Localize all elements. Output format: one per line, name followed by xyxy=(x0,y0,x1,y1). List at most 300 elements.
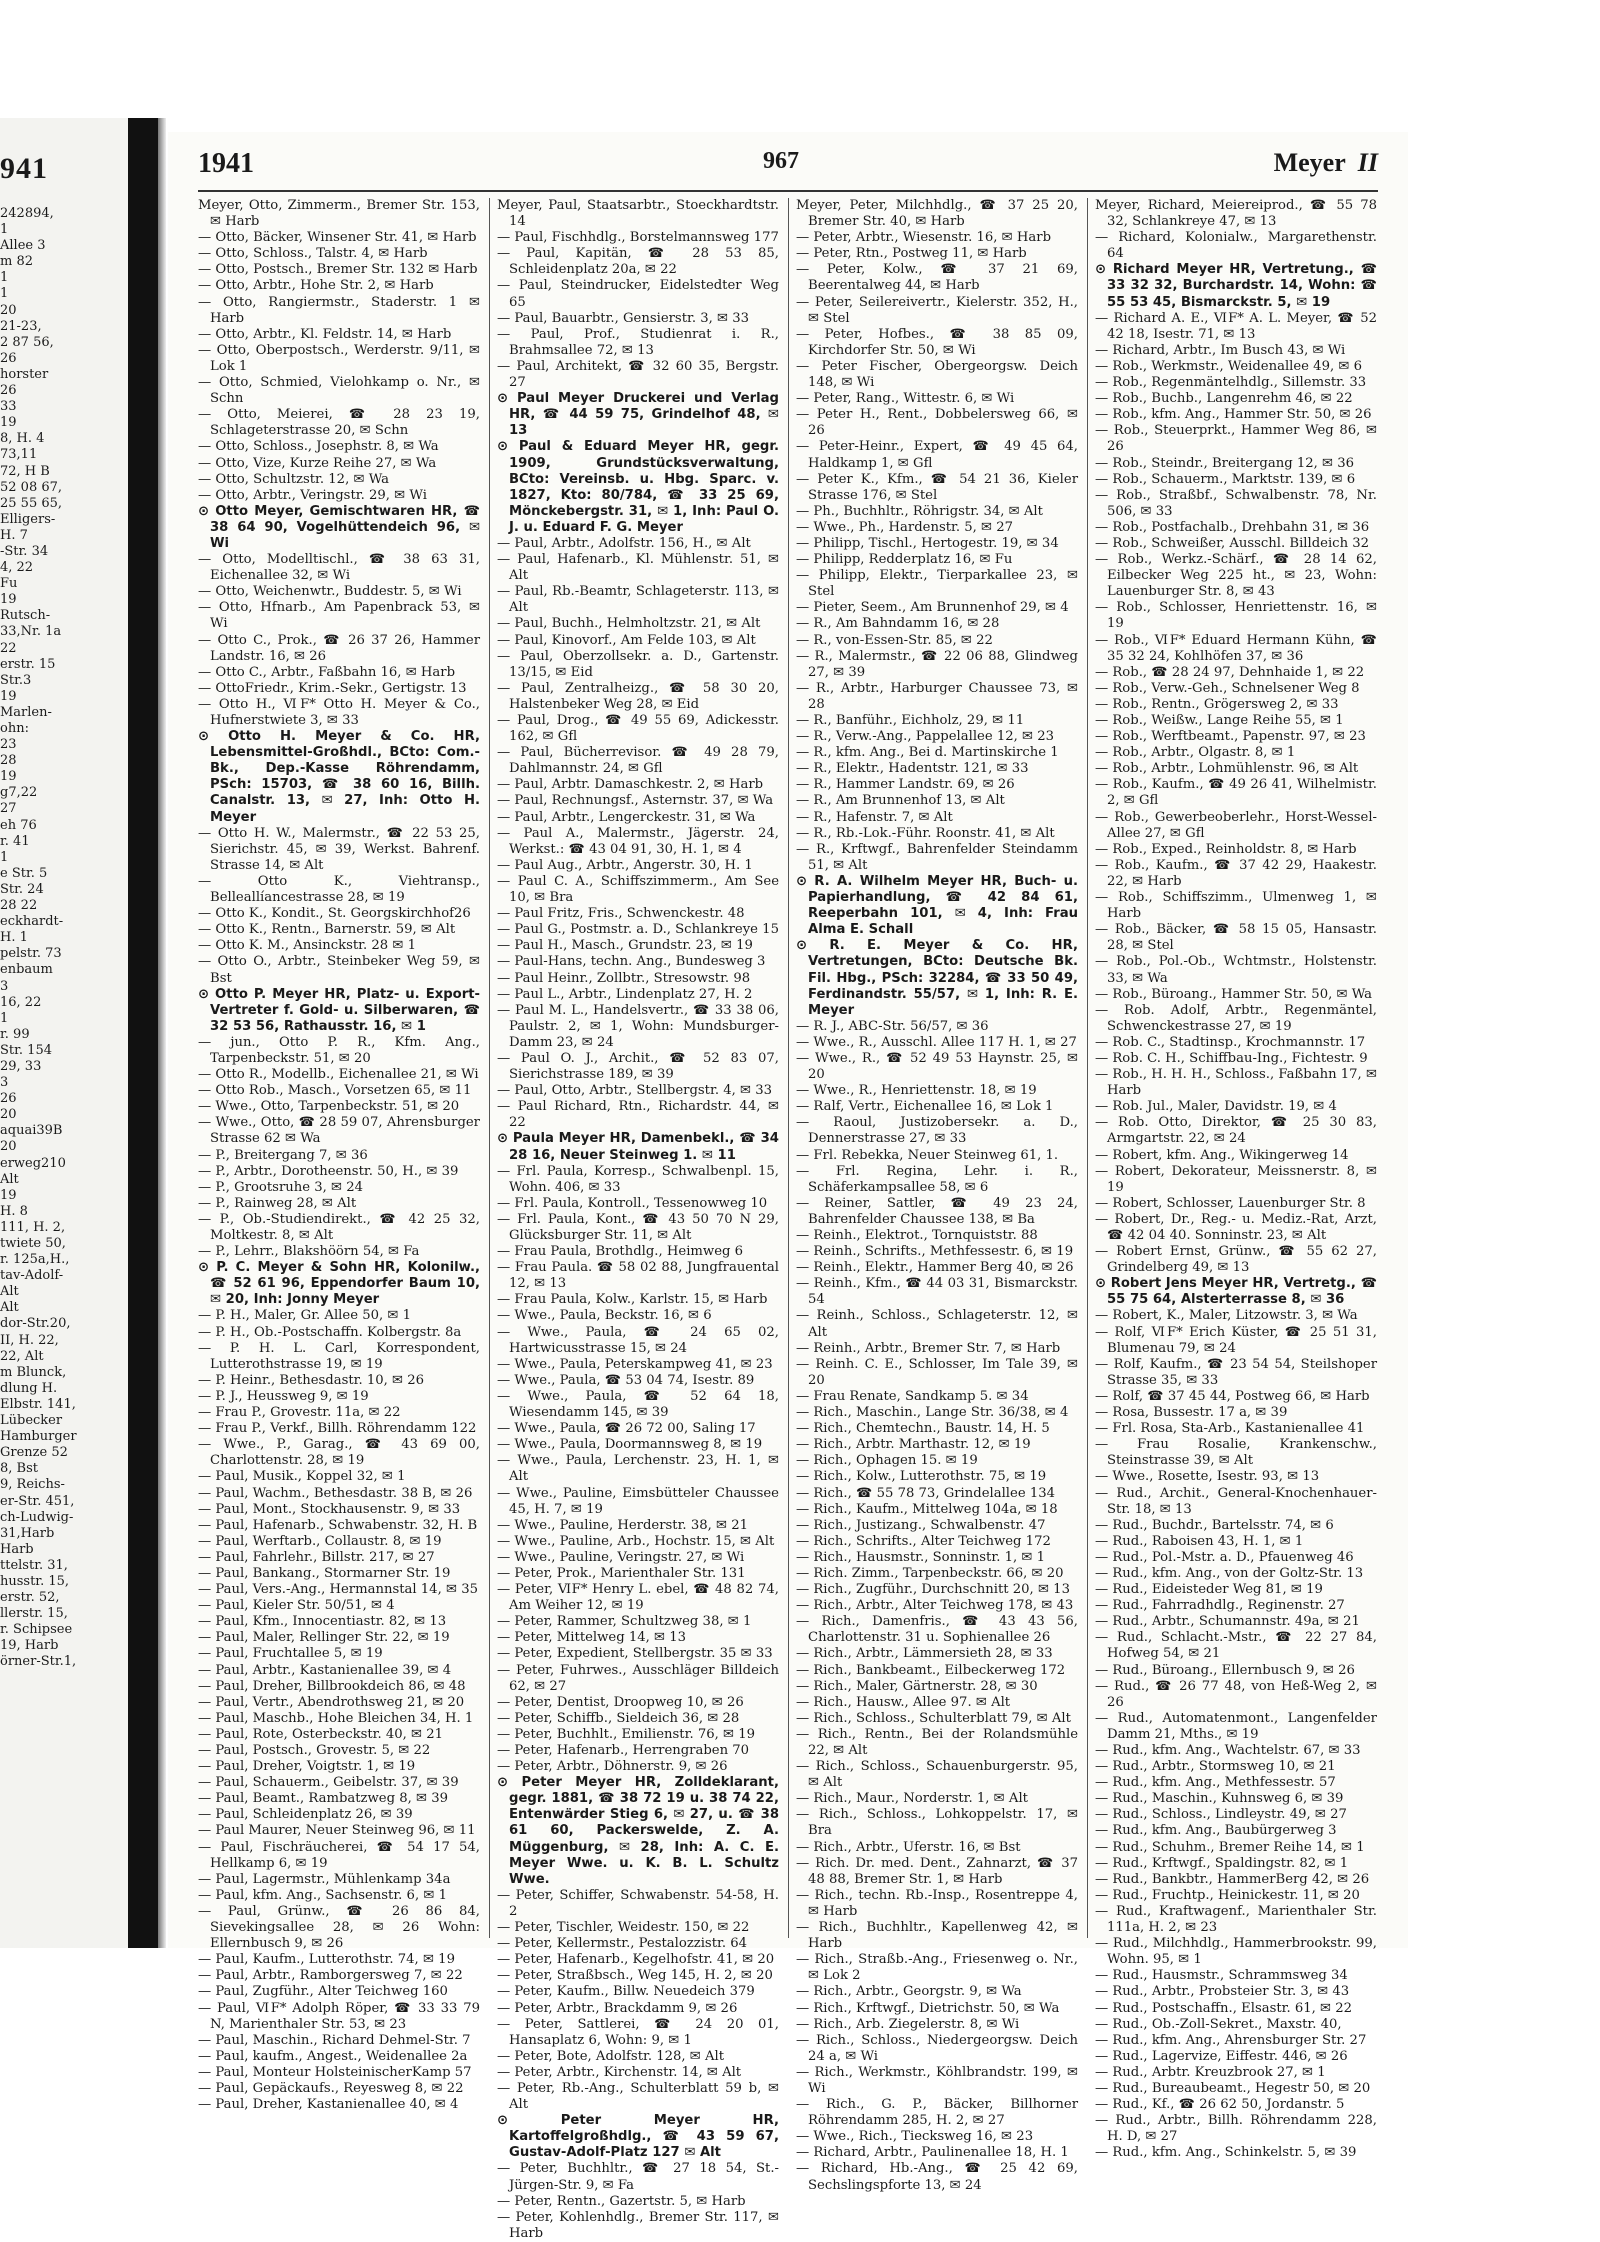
previous-page-line: er-Str. 451, xyxy=(0,1493,75,1509)
directory-entry: — Otto, Postsch., Bremer Str. 132 ✉ Harb xyxy=(198,262,478,278)
previous-page-line: m Blunck, xyxy=(0,1364,67,1380)
directory-entry: — Paul, Arbtr., Adolfstr. 156, H., ✉ Alt xyxy=(497,535,751,551)
directory-entry: — Rob., Schauerm., Marktstr. 139, ✉ 6 xyxy=(1095,471,1356,487)
directory-columns xyxy=(198,198,1378,2241)
directory-entry: — Frl. Rebekka, Neuer Steinweg 61, 1. xyxy=(796,1147,1059,1163)
directory-entry: — Rud., Bureaubeamt., Hegestr 50, ✉ 20 xyxy=(1095,2080,1371,2096)
directory-entry: — Peter, Rtn., Postweg 11, ✉ Harb xyxy=(796,246,1027,262)
directory-entry: — Robert, Dekorateur, Meissnerstr. 8, ✉ 19 xyxy=(1095,1163,1377,1195)
directory-entry: — Rob., Gewerbeoberlehr., Horst-Wessel-Allee 27, ✉ Gfl xyxy=(1095,809,1377,841)
directory-entry: ⊙ Robert Jens Meyer HR, Vertretg., ☎ 55 75 64, Alsterterrasse 8, ✉ 36 xyxy=(1095,1276,1377,1308)
directory-entry: — Wwe., Otto, Tarpenbeckstr. 51, ✉ 20 xyxy=(198,1099,460,1115)
previous-page-line: 28 xyxy=(0,753,17,769)
previous-page-line: 1 xyxy=(0,1010,9,1026)
previous-page-line: ttelstr. 31, xyxy=(0,1557,68,1573)
directory-entry: Meyer, Otto, Zimmerm., Bremer Str. 153, ✉ Harb xyxy=(198,198,480,230)
directory-entry: — Rich., Werkmstr., Köhlbrandstr. 199, ✉ Wi xyxy=(796,2064,1078,2096)
directory-entry: — Peter, Buchhltr., ☎ 27 18 54, St.-Jürgen-Str. 9, ✉ Fa xyxy=(497,2161,779,2193)
directory-entry: — Richard, Arbtr., Paulinenallee 18, H. 1 xyxy=(796,2145,1069,2161)
directory-entry: — Rob. C. H., Schiffbau-Ing., Fichtestr. 9 xyxy=(1095,1050,1368,1066)
directory-entry: — Paul, Schauerm., Geibelstr. 37, ✉ 39 xyxy=(198,1775,459,1791)
directory-entry: — Frl. Paula, Korresp., Schwalbenpl. 15, Wohn. 406, ✉ 33 xyxy=(497,1163,779,1195)
directory-entry: — Wwe., Rich., Tiecksweg 16, ✉ 23 xyxy=(796,2129,1034,2145)
directory-entry: — Paul H., Masch., Grundstr. 23, ✉ 19 xyxy=(497,938,753,954)
directory-entry: — Reinh., Schrifts., Methfessestr. 6, ✉ 19 xyxy=(796,1244,1074,1260)
previous-page-line: dor-Str.20, xyxy=(0,1316,71,1332)
previous-page-line: r. 99 xyxy=(0,1026,30,1042)
directory-entry: — Frl. Paula, Kontroll., Tessenowweg 10 xyxy=(497,1195,768,1211)
directory-entry: — Rob. Otto, Direktor, ☎ 25 30 83, Armgartstr. 22, ✉ 24 xyxy=(1095,1115,1377,1147)
previous-page-line: Str. 24 xyxy=(0,881,44,897)
directory-entry: — Rich. Zimm., Tarpenbeckstr. 66, ✉ 20 xyxy=(796,1565,1064,1581)
directory-entry: — Raoul, Justizobersekr. a. D., Dennerstrasse 27, ✉ 33 xyxy=(796,1115,1078,1147)
directory-entry: — R., Rb.-Lok.-Führ. Roonstr. 41, ✉ Alt xyxy=(796,825,1055,841)
previous-page-line: eckhardt- xyxy=(0,914,64,930)
directory-entry: — Wwe., Paula, ☎ 26 72 00, Saling 17 xyxy=(497,1421,756,1437)
directory-entry: — jun., Otto P. R., Kfm. Ang., Tarpenbeckstr. 51, ✉ 20 xyxy=(198,1034,480,1066)
directory-entry: — Rob., Schiffszimm., Ulmenweg 1, ✉ Harb xyxy=(1095,890,1377,922)
previous-page-line: 20 xyxy=(0,302,17,318)
directory-entry: — Rud., Schuhm., Bremer Reihe 14, ✉ 1 xyxy=(1095,1839,1365,1855)
directory-entry: — Rud., Ob.-Zoll-Sekret., Maxstr. 40, xyxy=(1095,2016,1342,2032)
directory-entry: — Paul, Arbtr., Kastanienallee 39, ✉ 4 xyxy=(198,1662,452,1678)
previous-page-line: enbaum xyxy=(0,962,53,978)
directory-entry: — P. J., Heussweg 9, ✉ 19 xyxy=(198,1388,369,1404)
directory-entry: — Paul, Fischräucherei, ☎ 54 17 54, Hellkamp 6, ✉ 19 xyxy=(198,1839,480,1871)
previous-page-line: 8, Bst xyxy=(0,1461,38,1477)
previous-page-line: 1 xyxy=(0,849,9,865)
directory-entry: — Paul, Fischhdlg., Borstelmannsweg 177 xyxy=(497,230,779,246)
directory-entry: — Paul, Maler, Rellinger Str. 22, ✉ 19 xyxy=(198,1630,450,1646)
previous-page-line: 16, 22 xyxy=(0,994,42,1010)
page-section: II xyxy=(1357,148,1378,177)
previous-page-header: 941 xyxy=(0,152,48,185)
directory-entry: — R., kfm. Ang., Bei d. Martinskirche 1 xyxy=(796,745,1059,761)
directory-entry: — Rud., kfm. Ang., Wachtelstr. 67, ✉ 33 xyxy=(1095,1743,1361,1758)
directory-entry: — Rich., Bankbeamt., Eilbeckerweg 172 xyxy=(796,1662,1066,1678)
directory-entry: — Rud., Arbtr., Schumannstr. 49a, ✉ 21 xyxy=(1095,1614,1360,1630)
directory-entry: — Paul, Zugführ., Alter Teichweg 160 xyxy=(198,1984,448,2000)
directory-entry: — Paul, Kaufm., Lutterothstr. 74, ✉ 19 xyxy=(198,1952,455,1968)
directory-entry: — Paul C. A., Schiffszimmerm., Am See 10, ✉ Bra xyxy=(497,873,779,906)
directory-entry: — Rich., Arbtr., Alter Teichweg 178, ✉ 43 xyxy=(796,1598,1074,1614)
directory-entry: — Rich., Hausw., Allee 97. ✉ Alt xyxy=(796,1694,1011,1710)
previous-page-line: 22, Alt xyxy=(0,1348,44,1364)
previous-page-line: husstr. 15, xyxy=(0,1573,70,1589)
directory-entry: — Paul Fritz, Fris., Schwenckestr. 48 xyxy=(497,906,745,922)
previous-page-line: Harb xyxy=(0,1541,34,1557)
directory-entry: — Otto H. W., Malermstr., ☎ 22 53 25, Sierichstr. 45, ✉ 39, Werkst. Bahrenf. Strasse 14, ✉ Alt xyxy=(198,825,480,873)
directory-entry: — Paul O. J., Archit., ☎ 52 83 07, Sierichstrasse 189, ✉ 39 xyxy=(497,1050,779,1083)
directory-page xyxy=(168,132,1408,2241)
directory-entry: — Otto, Schmied, Vielohkamp o. Nr., ✉ Schn xyxy=(198,375,480,407)
directory-entry: — P. H., Ob.-Postschaffn. Kolbergstr. 8a xyxy=(198,1324,462,1340)
directory-entry: Meyer, Peter, Milchhdlg., ☎ 37 25 20, Bremer Str. 40, ✉ Harb xyxy=(796,198,1078,230)
directory-entry: — Rich., Buchhltr., Kapellenweg 42, ✉ Harb xyxy=(796,1920,1078,1952)
directory-entry: ⊙ Richard Meyer HR, Vertretung., ☎ 33 32 32, Burchardstr. 14, Wohn: ☎ 55 53 45, Bismarckstr. 5, ✉ 19 xyxy=(1095,262,1377,310)
previous-page-line: 1 xyxy=(0,222,9,238)
book-gutter xyxy=(128,118,158,1948)
directory-entry: — Rud., kfm. Ang., Baubürgerweg 3 xyxy=(1095,1823,1337,1839)
directory-entry: ⊙ Paul & Eduard Meyer HR, gegr. 1909, Grundstücksverwaltung, BCto: Vereinsb. u. Hbg. Sparc. v. 1827, Kto: 80/784, ☎ 33 25 69, Mönckebergstr. 31, ✉ 1, Inh: Paul O. J. u. Eduard F. G. Meyer xyxy=(497,439,779,535)
directory-entry: — Rich., G. P., Bäcker, Billhorner Röhrendamm 285, H. 2, ✉ 27 xyxy=(796,2097,1078,2129)
directory-entry: — Rich., Arbtr., Uferstr. 16, ✉ Bst xyxy=(796,1839,1021,1855)
directory-entry: — P., Arbtr., Dorotheenstr. 50, H., ✉ 39 xyxy=(198,1163,459,1179)
directory-entry: — Rob., Werftbeamt., Papenstr. 97, ✉ 23 xyxy=(1095,729,1366,745)
directory-entry: — Rud., Schlacht.-Mstr., ☎ 22 27 84, Hofweg 54, ✉ 21 xyxy=(1095,1630,1377,1662)
directory-entry: — Wwe., R., Ausschl. Allee 117 H. 1, ✉ 27 xyxy=(796,1034,1077,1050)
directory-entry: — Peter, Kellermstr., Pestalozzistr. 64 xyxy=(497,1936,748,1952)
directory-entry: — R., Banführ., Eichholz, 29, ✉ 11 xyxy=(796,713,1025,728)
previous-page-line: e Str. 5 xyxy=(0,865,48,881)
previous-page-line: II, H. 22, xyxy=(0,1332,59,1348)
directory-entry: — Rud., Eideisteder Weg 81, ✉ 19 xyxy=(1095,1582,1323,1598)
directory-entry: — Paul, Arbtr. Damaschkestr. 2, ✉ Harb xyxy=(497,777,764,793)
directory-entry: — Otto, Modelltischl., ☎ 38 63 31, Eichenallee 32, ✉ Wi xyxy=(198,552,480,584)
previous-page-line: H. 1 xyxy=(0,930,28,946)
directory-entry: — Frau Paula, Brothdlg., Heimweg 6 xyxy=(497,1244,744,1260)
directory-entry: — Ph., Buchhltr., Röhrigstr. 34, ✉ Alt xyxy=(796,503,1043,519)
directory-entry: — Rich., techn. Rb.-Insp., Rosentreppe 4, ✉ Harb xyxy=(796,1887,1078,1919)
directory-entry: Meyer, Paul, Staatsarbtr., Stoeckhardtstr. 14 xyxy=(497,198,779,230)
directory-entry: — Paul, Musik., Koppel 32, ✉ 1 xyxy=(198,1469,406,1485)
directory-entry: ⊙ R. E. Meyer & Co. HR, Vertretungen, BCto: Deutsche Bk. Fil. Hbg., PSch: 32284, ☎ 33 50 49, Ferdinandstr. 55/57, ✉ 1, Inh: R. E. Meyer xyxy=(796,938,1078,1018)
directory-entry: — Frau P., Verkf., Billh. Röhrendamm 122 xyxy=(198,1421,477,1437)
directory-entry: — Rob., Arbtr., Olgastr. 8, ✉ 1 xyxy=(1095,745,1296,761)
directory-entry: — Richard, Arbtr., Im Busch 43, ✉ Wi xyxy=(1095,342,1346,358)
previous-page-line: 19 xyxy=(0,592,17,608)
directory-entry: ⊙ Otto Meyer, Gemischtwaren HR, ☎ 38 64 90, Vogelhüttendeich 96, ✉ Wi xyxy=(198,503,480,551)
directory-entry: — Wwe., Paula, ☎ 53 04 74, Isestr. 89 xyxy=(497,1372,755,1388)
directory-entry: — Robert, Schlosser, Lauenburger Str. 8 xyxy=(1095,1195,1366,1211)
directory-entry: — Rob., Regenmäntelhdlg., Sillemstr. 33 xyxy=(1095,375,1367,391)
previous-page-line: 19, Harb xyxy=(0,1638,59,1654)
directory-entry: — Rob., Schlosser, Henriettenstr. 16, ✉ 19 xyxy=(1095,600,1377,632)
directory-entry: — Rob., Kaufm., ☎ 49 26 41, Wilhelmistr. 2, ✉ Gfl xyxy=(1095,777,1377,809)
directory-entry: — Paul-Hans, techn. Ang., Bundesweg 3 xyxy=(497,954,766,970)
previous-page-line: aquai39B xyxy=(0,1123,63,1139)
directory-entry: — Paul, Maschin., Richard Dehmel-Str. 7 xyxy=(198,2032,471,2048)
directory-entry: — Peter, Arbtr., Döhnerstr. 9, ✉ 26 xyxy=(497,1759,728,1775)
directory-entry: — Paul, Werftarb., Collaustr. 8, ✉ 19 xyxy=(198,1533,442,1549)
page-year: 1941 xyxy=(198,148,254,179)
directory-entry: — Otto, Schultzstr. 12, ✉ Wa xyxy=(198,471,389,487)
directory-entry: — Otto, Vize, Kurze Reihe 27, ✉ Wa xyxy=(198,455,437,471)
directory-entry: — Robert, kfm. Ang., Wikingerweg 14 xyxy=(1095,1147,1349,1163)
directory-entry: — Rob., Schweißer, Ausschl. Billdeich 32 xyxy=(1095,535,1370,551)
directory-entry: — Otto C., Arbtr., Faßbahn 16, ✉ Harb xyxy=(198,664,456,680)
directory-entry: — Rob., Bäcker, ☎ 58 15 05, Hansastr. 28, ✉ Stel xyxy=(1095,922,1377,954)
previous-page-line: 3 xyxy=(0,978,9,994)
directory-entry: — Wwe., Pauline, Herderstr. 38, ✉ 21 xyxy=(497,1517,749,1533)
previous-page-line: 22 xyxy=(0,640,17,656)
directory-entry: — R., Krftwgf., Bahrenfelder Steindamm 51, ✉ Alt xyxy=(796,841,1078,873)
directory-entry: — Paul, Prof., Studienrat i. R., Brahmsallee 72, ✉ 13 xyxy=(497,326,779,358)
directory-entry: — Peter, Seilereivertr., Kielerstr. 352, H., ✉ Stel xyxy=(796,294,1078,326)
directory-entry: — Paul, Hafenarb., Schwabenstr. 32, H. B xyxy=(198,1517,478,1533)
directory-entry: — Rud., Pol.-Mstr. a. D., Pfauenweg 46 xyxy=(1095,1549,1354,1565)
previous-page-line: eh 76 xyxy=(0,817,37,833)
directory-entry: — Rud., kfm. Ang., Methfessestr. 57 xyxy=(1095,1775,1336,1791)
previous-page-line: dlung H. xyxy=(0,1380,58,1396)
directory-entry: — Peter, Rang., Wittestr. 6, ✉ Wi xyxy=(796,391,1015,407)
directory-entry: — Rich., Straßb.-Ang., Friesenweg o. Nr., ✉ Lok 2 xyxy=(796,1952,1078,1984)
directory-entry: — Rolf, ☎ 37 45 44, Postweg 66, ✉ Harb xyxy=(1095,1388,1370,1404)
previous-page-line: Rutsch- xyxy=(0,608,51,624)
directory-entry: — Reinh., Kfm., ☎ 44 03 31, Bismarckstr. 54 xyxy=(796,1276,1078,1308)
directory-entry: — Otto, Schloss., Talstr. 4, ✉ Harb xyxy=(198,246,428,262)
directory-entry: — Rich., ☎ 55 78 73, Grindelallee 134 xyxy=(796,1485,1055,1501)
page-header xyxy=(198,148,1378,188)
directory-entry: — Rich., Chemtechn., Baustr. 14, H. 5 xyxy=(796,1421,1050,1437)
directory-entry: — Rich., Schloss., Schauenburgerstr. 95, ✉ Alt xyxy=(796,1759,1078,1791)
previous-page-line: 21-23, xyxy=(0,318,42,334)
directory-entry: — Rolf, ⅥF* Erich Küster, ☎ 25 51 31, Blumenau 79, ✉ 24 xyxy=(1095,1324,1377,1356)
directory-entry: — Philipp, Elektr., Tierparkallee 23, ✉ Stel xyxy=(796,568,1078,600)
directory-entry: — Otto, Arbtr., Veringstr. 29, ✉ Wi xyxy=(198,487,427,503)
directory-entry: — Rud., Arbtr., Probsteier Str. 3, ✉ 43 xyxy=(1095,1984,1350,2000)
directory-entry: — Rich., Ophagen 15. ✉ 19 xyxy=(796,1453,978,1469)
directory-entry: — Rolf, Kaufm., ☎ 23 54 54, Steilshoper Strasse 35, ✉ 33 xyxy=(1095,1356,1377,1388)
directory-entry: — Peter, Hafenarb., Kegelhofstr. 41, ✉ 20 xyxy=(497,1952,775,1968)
directory-entry: — Peter, Bote, Adolfstr. 128, ✉ Alt xyxy=(497,2048,725,2064)
directory-entry: — Paul, Zentralheizg., ☎ 58 30 20, Halstenbeker Weg 28, ✉ Eid xyxy=(497,680,779,712)
previous-page-line: 28 22 xyxy=(0,898,38,914)
previous-page-line: Alt xyxy=(0,1284,19,1300)
directory-entry: — Paul, Beamt., Rambatzweg 8, ✉ 39 xyxy=(198,1791,449,1807)
directory-entry: — R., Verw.-Ang., Pappelallee 12, ✉ 23 xyxy=(796,729,1055,745)
directory-entry: — Rich., Justizang., Schwalbenstr. 47 xyxy=(796,1517,1046,1533)
directory-entry: — Frl. Rosa, Sta-Arb., Kastanienallee 41 xyxy=(1095,1421,1365,1437)
directory-entry: — Rob., Arbtr., Lohmühlenstr. 96, ✉ Alt xyxy=(1095,761,1359,777)
previous-page-line: Marlen- xyxy=(0,704,52,720)
directory-entry: Meyer, Richard, Meiereiprod., ☎ 55 78 32, Schlankreye 47, ✉ 13 xyxy=(1095,198,1377,230)
directory-entry: — Rich., Schloss., Lohkoppelstr. 17, ✉ Bra xyxy=(796,1807,1078,1839)
directory-entry: — Rud., Krftwgf., Spaldingstr. 82, ✉ 1 xyxy=(1095,1855,1349,1871)
directory-entry: ⊙ Otto P. Meyer HR, Platz- u. Export-Vertreter f. Gold- u. Silberwaren, ☎ 32 53 56, Rathausstr. 16, ✉ 1 xyxy=(198,986,480,1034)
directory-entry: — Rob., Weißw., Lange Reihe 55, ✉ 1 xyxy=(1095,713,1344,728)
directory-entry: — P. H., Maler, Gr. Allee 50, ✉ 1 xyxy=(198,1308,411,1324)
directory-entry: — Otto H., ⅥF* Otto H. Meyer & Co., Hufnerstwiete 3, ✉ 33 xyxy=(198,696,480,728)
directory-entry: — Philipp, Redderplatz 16, ✉ Fu xyxy=(796,552,1013,568)
directory-entry: — Reinh., Arbtr., Bremer Str. 7, ✉ Harb xyxy=(796,1340,1061,1356)
column-divider xyxy=(1087,198,1088,1938)
directory-entry: — Paul, Dreher, Billbrookdeich 86, ✉ 48 xyxy=(198,1678,466,1694)
previous-page-line: H. 7 xyxy=(0,527,28,543)
directory-entry: — P., Lehrr., Blakshöörn 54, ✉ Fa xyxy=(198,1244,420,1260)
directory-entry: — Otto, Weichenwtr., Buddestr. 5, ✉ Wi xyxy=(198,584,462,600)
directory-entry: — Paul, Drog., ☎ 49 55 69, Adickesstr. 162, ✉ Gfl xyxy=(497,713,779,745)
directory-entry: — Paul, Bankang., Stormarner Str. 19 xyxy=(198,1565,451,1581)
directory-entry: — Wwe., Paula, Beckstr. 16, ✉ 6 xyxy=(497,1308,712,1324)
directory-entry: — Rob., Steindr., Breitergang 12, ✉ 36 xyxy=(1095,455,1355,471)
directory-entry: — Rob., Buchb., Langenrehm 46, ✉ 22 xyxy=(1095,391,1353,407)
directory-entry: — Rud., kfm. Ang., Ahrensburger Str. 27 xyxy=(1095,2032,1367,2048)
directory-entry: — Rud., Büroang., Ellernbusch 9, ✉ 26 xyxy=(1095,1662,1355,1678)
directory-entry: — Peter, Prok., Marienthaler Str. 131 xyxy=(497,1565,746,1581)
directory-entry: — Paul, Bauarbtr., Gensierstr. 3, ✉ 33 xyxy=(497,310,750,326)
directory-entry: — Frau Renate, Sandkamp 5. ✉ 34 xyxy=(796,1388,1029,1404)
directory-entry: — Wwe., Paula, ☎ 52 64 18, Wiesendamm 145, ✉ 39 xyxy=(497,1388,779,1421)
directory-entry: — Otto, Schloss., Josephstr. 8, ✉ Wa xyxy=(198,439,439,455)
previous-page-line: 52 08 67, xyxy=(0,479,63,495)
directory-entry: — Paul, Vertr., Abendrothsweg 21, ✉ 20 xyxy=(198,1694,465,1710)
directory-entry: — Paul, Kfm., Innocentiastr. 82, ✉ 13 xyxy=(198,1614,447,1630)
previous-page-line: m 82 xyxy=(0,254,34,270)
directory-entry: — R., Elektr., Hadentstr. 121, ✉ 33 xyxy=(796,761,1029,777)
previous-page-line: 27 xyxy=(0,801,17,817)
previous-page-line: twiete 50, xyxy=(0,1236,66,1251)
directory-entry: — Rob., ☎ 28 24 97, Dehnhaide 1, ✉ 22 xyxy=(1095,664,1365,680)
previous-page-line: Str. 154 xyxy=(0,1042,52,1058)
directory-entry: — Robert, Dr., Reg.- u. Mediz.-Rat, Arzt, ☎ 42 04 40. Sonninstr. 23, ✉ Alt xyxy=(1095,1211,1377,1243)
directory-entry: — Peter, Arbtr., Wiesenstr. 16, ✉ Harb xyxy=(796,230,1052,246)
directory-entry: ⊙ P. C. Meyer & Sohn HR, Kolonilw., ☎ 52 61 96, Eppendorfer Baum 10, ✉ 20, Inh: Jonny Meyer xyxy=(198,1260,480,1308)
previous-page-line: 19 xyxy=(0,688,17,704)
directory-entry: ⊙ Peter Meyer HR, Zolldeklarant, gegr. 1881, ☎ 38 72 19 u. 38 74 22, Entenwärder Stieg 6, ✉ 27, u. ☎ 38 61 60, Packerswelde, Z. A. Müggenburg, ✉ 28, Inh: A. C. E. Meyer Wwe. u. K. B. L. Schultz Wwe. xyxy=(497,1775,779,1887)
previous-page-line: 19 xyxy=(0,769,17,785)
previous-page-line: pelstr. 73 xyxy=(0,946,62,962)
directory-entry: — Rob., Werkz.-Schärf., ☎ 28 14 62, Eilbecker Weg 225 ht., ✉ 23, Wohn: Lauenburger Str. 8, ✉ 43 xyxy=(1095,552,1377,600)
directory-entry: — Peter, Rb.-Ang., Schulterblatt 59 b, ✉ Alt xyxy=(497,2080,779,2113)
previous-page-strip xyxy=(0,118,128,1948)
directory-entry: — Rich., Arbtr., Lämmersieth 28, ✉ 33 xyxy=(796,1646,1053,1662)
directory-entry: — Paul Maurer, Neuer Steinweg 96, ✉ 11 xyxy=(198,1823,476,1839)
directory-entry: — OttoFriedr., Krim.-Sekr., Gertigstr. 13 xyxy=(198,680,467,696)
previous-page-line: 73,11 xyxy=(0,447,38,463)
directory-entry: — Paul, kaufm., Angest., Weidenallee 2a xyxy=(198,2048,468,2064)
directory-entry: — Rob., Werkmstr., Weidenallee 49, ✉ 6 xyxy=(1095,358,1362,374)
previous-page-line: 2 87 56, xyxy=(0,334,54,350)
previous-page-line: H. 8 xyxy=(0,1203,28,1219)
directory-entry: — Peter, Buchhlt., Emilienstr. 76, ✉ 19 xyxy=(497,1726,756,1742)
directory-entry: — Peter, Rammer, Schultzweg 38, ✉ 1 xyxy=(497,1614,752,1630)
directory-entry: — Paul A., Malermstr., Jägerstr. 24, Werkst.: ☎ 43 04 91, 30, H. 1, ✉ 4 xyxy=(497,825,779,857)
directory-entry: — Rich., Arbtr. Marthastr. 12, ✉ 19 xyxy=(796,1437,1031,1453)
directory-entry: — Rob., H. H. H., Schloss., Faßbahn 17, ✉ Harb xyxy=(1095,1067,1377,1099)
previous-page-line: Grenze 52 xyxy=(0,1445,68,1461)
previous-page-line: Elligers- xyxy=(0,511,56,527)
previous-page-line: 8, H. 4 xyxy=(0,431,45,447)
directory-entry: — Peter H., Rent., Dobbelersweg 66, ✉ 26 xyxy=(796,407,1078,439)
directory-entry: — Paul, Schleidenplatz 26, ✉ 39 xyxy=(198,1807,413,1823)
directory-entry: — Frau Rosalie, Krankenschw., Steinstrasse 39, ✉ Alt xyxy=(1095,1437,1377,1469)
directory-entry: — Rud., Arbtr., Stormsweg 10, ✉ 21 xyxy=(1095,1759,1336,1775)
directory-entry: — Paul, Otto, Arbtr., Stellbergstr. 4, ✉ 33 xyxy=(497,1083,773,1099)
directory-entry: — Otto, Arbtr., Hohe Str. 2, ✉ Harb xyxy=(198,278,434,294)
directory-entry: — Paul, Maschb., Hohe Bleichen 34, H. 1 xyxy=(198,1710,474,1726)
directory-entry: — Rud., Archit., General-Knochenhauer-Str. 18, ✉ 13 xyxy=(1095,1485,1377,1517)
directory-entry: — Rich., Hausmstr., Sonninstr. 1, ✉ 1 xyxy=(796,1549,1045,1565)
directory-entry: — Paul, kfm. Ang., Sachsenstr. 6, ✉ 1 xyxy=(198,1887,447,1903)
directory-entry: — Paul, Dreher, Voigtstr. 1, ✉ 19 xyxy=(198,1759,416,1775)
directory-entry: — Wwe., R., ☎ 52 49 53 Haynstr. 25, ✉ 20 xyxy=(796,1050,1078,1083)
directory-entry: — Rud., Hausmstr., Schrammsweg 34 xyxy=(1095,1968,1348,1984)
page-number: 967 xyxy=(763,148,799,174)
previous-page-line: erweg210 xyxy=(0,1155,66,1171)
directory-entry: — Otto R., Modellb., Eichenallee 21, ✉ Wi xyxy=(198,1067,479,1083)
directory-entry: — Paul, Kapitän, ☎ 28 53 85, Schleidenplatz 20a, ✉ 22 xyxy=(497,246,779,278)
directory-entry: — Wwe., Ph., Hardenstr. 5, ✉ 27 xyxy=(796,519,1014,535)
directory-column-4 xyxy=(1095,198,1377,2161)
directory-entry: — Rud., Arbtr. Kreuzbrook 27, ✉ 1 xyxy=(1095,2064,1326,2080)
directory-entry: — Rob., kfm. Ang., Hammer Str. 50, ✉ 26 xyxy=(1095,407,1372,423)
directory-entry: — Frl. Paula, Kont., ☎ 43 50 70 N 29, Glücksburger Str. 11, ✉ Alt xyxy=(497,1211,779,1243)
directory-entry: — Peter, Straßbsch., Weg 145, H. 2, ✉ 20 xyxy=(497,1968,773,1984)
directory-entry: — Richard A. E., ⅥF* A. L. Meyer, ☎ 52 42 18, Isestr. 71, ✉ 13 xyxy=(1095,310,1377,342)
previous-page-line: ch-Ludwig- xyxy=(0,1509,74,1525)
previous-page-line: erstr. 52, xyxy=(0,1590,60,1606)
directory-entry: — Paul L., Arbtr., Lindenplatz 27, H. 2 xyxy=(497,986,753,1002)
directory-entry: — Rich., Maschin., Lange Str. 36/38, ✉ 4 xyxy=(796,1405,1069,1421)
directory-entry: — Wwe., Rosette, Isestr. 93, ✉ 13 xyxy=(1095,1469,1320,1485)
directory-entry: — Rich., Arb. Ziegelerstr. 8, ✉ Wi xyxy=(796,2016,1020,2032)
directory-entry: — Richard, Kolonialw., Margarethenstr. 64 xyxy=(1095,230,1377,262)
directory-entry: — Rob., Kaufm., ☎ 37 42 29, Haakestr. 22, ✉ Harb xyxy=(1095,857,1377,889)
directory-entry: — Wwe., Otto, ☎ 28 59 07, Ahrensburger Strasse 62 ✉ Wa xyxy=(198,1115,480,1147)
directory-entry: — Rich., Damenfris., ☎ 43 43 56, Charlottenstr. 31 u. Sophienallee 26 xyxy=(796,1614,1078,1646)
previous-page-line: 26 xyxy=(0,350,17,366)
previous-page-line: 33,Nr. 1a xyxy=(0,624,62,640)
directory-entry: ⊙ Paula Meyer HR, Damenbekl., ☎ 34 28 16, Neuer Steinweg 1. ✉ 11 xyxy=(497,1131,779,1163)
directory-entry: — Paul, Oberzollsekr. a. D., Gartenstr. 13/15, ✉ Eid xyxy=(497,648,779,680)
directory-entry: — Otto, Arbtr., Kl. Feldstr. 14, ✉ Harb xyxy=(198,326,452,342)
directory-entry: — Robert Ernst, Grünw., ☎ 55 62 27, Grindelberg 49, ✉ 13 xyxy=(1095,1244,1377,1276)
directory-entry: — Rich., Kolw., Lutterothstr. 75, ✉ 19 xyxy=(796,1469,1047,1485)
directory-entry: — Peter, Arbtr., Brackdamm 9, ✉ 26 xyxy=(497,2000,738,2016)
directory-entry: — Peter, ⅥF* Henry L. ebel, ☎ 48 82 74, Am Weiher 12, ✉ 19 xyxy=(497,1582,779,1614)
previous-page-line: Fu xyxy=(0,576,18,592)
previous-page-line: 19 xyxy=(0,1187,17,1203)
previous-page-line: erstr. 15 xyxy=(0,656,56,672)
directory-entry: — P., Grootsruhe 3, ✉ 24 xyxy=(198,1179,364,1195)
directory-entry: — Rich., Zugführ., Durchschnitt 20, ✉ 13 xyxy=(796,1582,1070,1598)
directory-entry: — Rich. Dr. med. Dent., Zahnarzt, ☎ 37 48 88, Bremer Str. 1, ✉ Harb xyxy=(796,1855,1078,1887)
directory-entry: — Rich., Rentn., Bei der Rolandsmühle 22, ✉ Alt xyxy=(796,1726,1078,1758)
directory-entry: — Rud., Maschin., Kuhnsweg 6, ✉ 39 xyxy=(1095,1791,1344,1807)
previous-page-line: Lübecker xyxy=(0,1413,63,1429)
directory-entry: — R., Arbtr., Harburger Chaussee 73, ✉ 28 xyxy=(796,680,1078,712)
directory-entry: — Rud., ☎ 26 77 48, von Heß-Weg 2, ✉ 26 xyxy=(1095,1678,1377,1710)
directory-entry: — Rud., Fruchtp., Heinickestr. 11, ✉ 20 xyxy=(1095,1887,1360,1903)
directory-entry: — Paul, Dreher, Kastanienallee 40, ✉ 4 xyxy=(198,2097,459,2113)
directory-entry: — Otto K., Viehtransp., Belleallíancestrasse 28, ✉ 19 xyxy=(198,873,480,906)
directory-entry: — Paul G., Postmstr. a. D., Schlankreye 15 xyxy=(497,922,779,938)
directory-entry: — Peter K., Kfm., ☎ 54 21 36, Kieler Strasse 176, ✉ Stel xyxy=(796,471,1078,503)
directory-entry: — Peter-Heinr., Expert, ☎ 49 45 64, Haldkamp 1, ✉ Gfl xyxy=(796,439,1078,471)
directory-entry: — Frau Paula. ☎ 58 02 88, Jungfrauental 12, ✉ 13 xyxy=(497,1260,779,1292)
directory-entry: ⊙ R. A. Wilhelm Meyer HR, Buch- u. Papierhandlung, ☎ 42 84 61, Reeperbahn 101, ✉ 4, Inh: Frau Alma E. Schall xyxy=(796,873,1078,938)
directory-entry: — Rud., kfm. Ang., von der Goltz-Str. 13 xyxy=(1095,1565,1364,1581)
directory-entry: — Wwe., Pauline, Eimsbütteler Chaussee 45, H. 7, ✉ 19 xyxy=(497,1485,779,1517)
directory-entry: — Pieter, Seem., Am Brunnenhof 29, ✉ 4 xyxy=(796,600,1069,616)
directory-entry: — Paul, Rechnungsf., Asternstr. 37, ✉ Wa xyxy=(497,793,774,809)
previous-page-line: Allee 3 xyxy=(0,238,46,254)
directory-entry: — Paul, Bücherrevisor. ☎ 49 28 79, Dahlmannstr. 24, ✉ Gfl xyxy=(497,745,779,777)
directory-entry: — Rud., Arbtr., Billh. Röhrendamm 228, H. D, ✉ 27 xyxy=(1095,2113,1377,2145)
directory-entry: — Peter, Kohlenhdlg., Bremer Str. 117, ✉ Harb xyxy=(497,2209,779,2241)
previous-page-line: 20 xyxy=(0,1139,17,1155)
previous-page-line: 3 xyxy=(0,1075,9,1091)
directory-entry: — Rich., Maler, Gärtnerstr. 28, ✉ 30 xyxy=(796,1678,1038,1694)
directory-entry: — Wwe., Paula, Doormannsweg 8, ✉ 19 xyxy=(497,1437,763,1453)
directory-entry: — Frau Paula, Kolw., Karlstr. 15, ✉ Harb xyxy=(497,1292,768,1308)
directory-entry: ⊙ Paul Meyer Druckerei und Verlag HR, ☎ 44 59 75, Grindelhof 48, ✉ 13 xyxy=(497,391,779,439)
directory-entry: — Rich., Schrifts., Alter Teichweg 172 xyxy=(796,1533,1051,1549)
directory-entry: — Rob., Steuerprkt., Hammer Weg 86, ✉ 26 xyxy=(1095,423,1377,455)
directory-entry: — Paul, Wachm., Bethesdastr. 38 B, ✉ 26 xyxy=(198,1485,473,1501)
directory-entry: — Rich., Arbtr., Georgstr. 9, ✉ Wa xyxy=(796,1984,1022,2000)
